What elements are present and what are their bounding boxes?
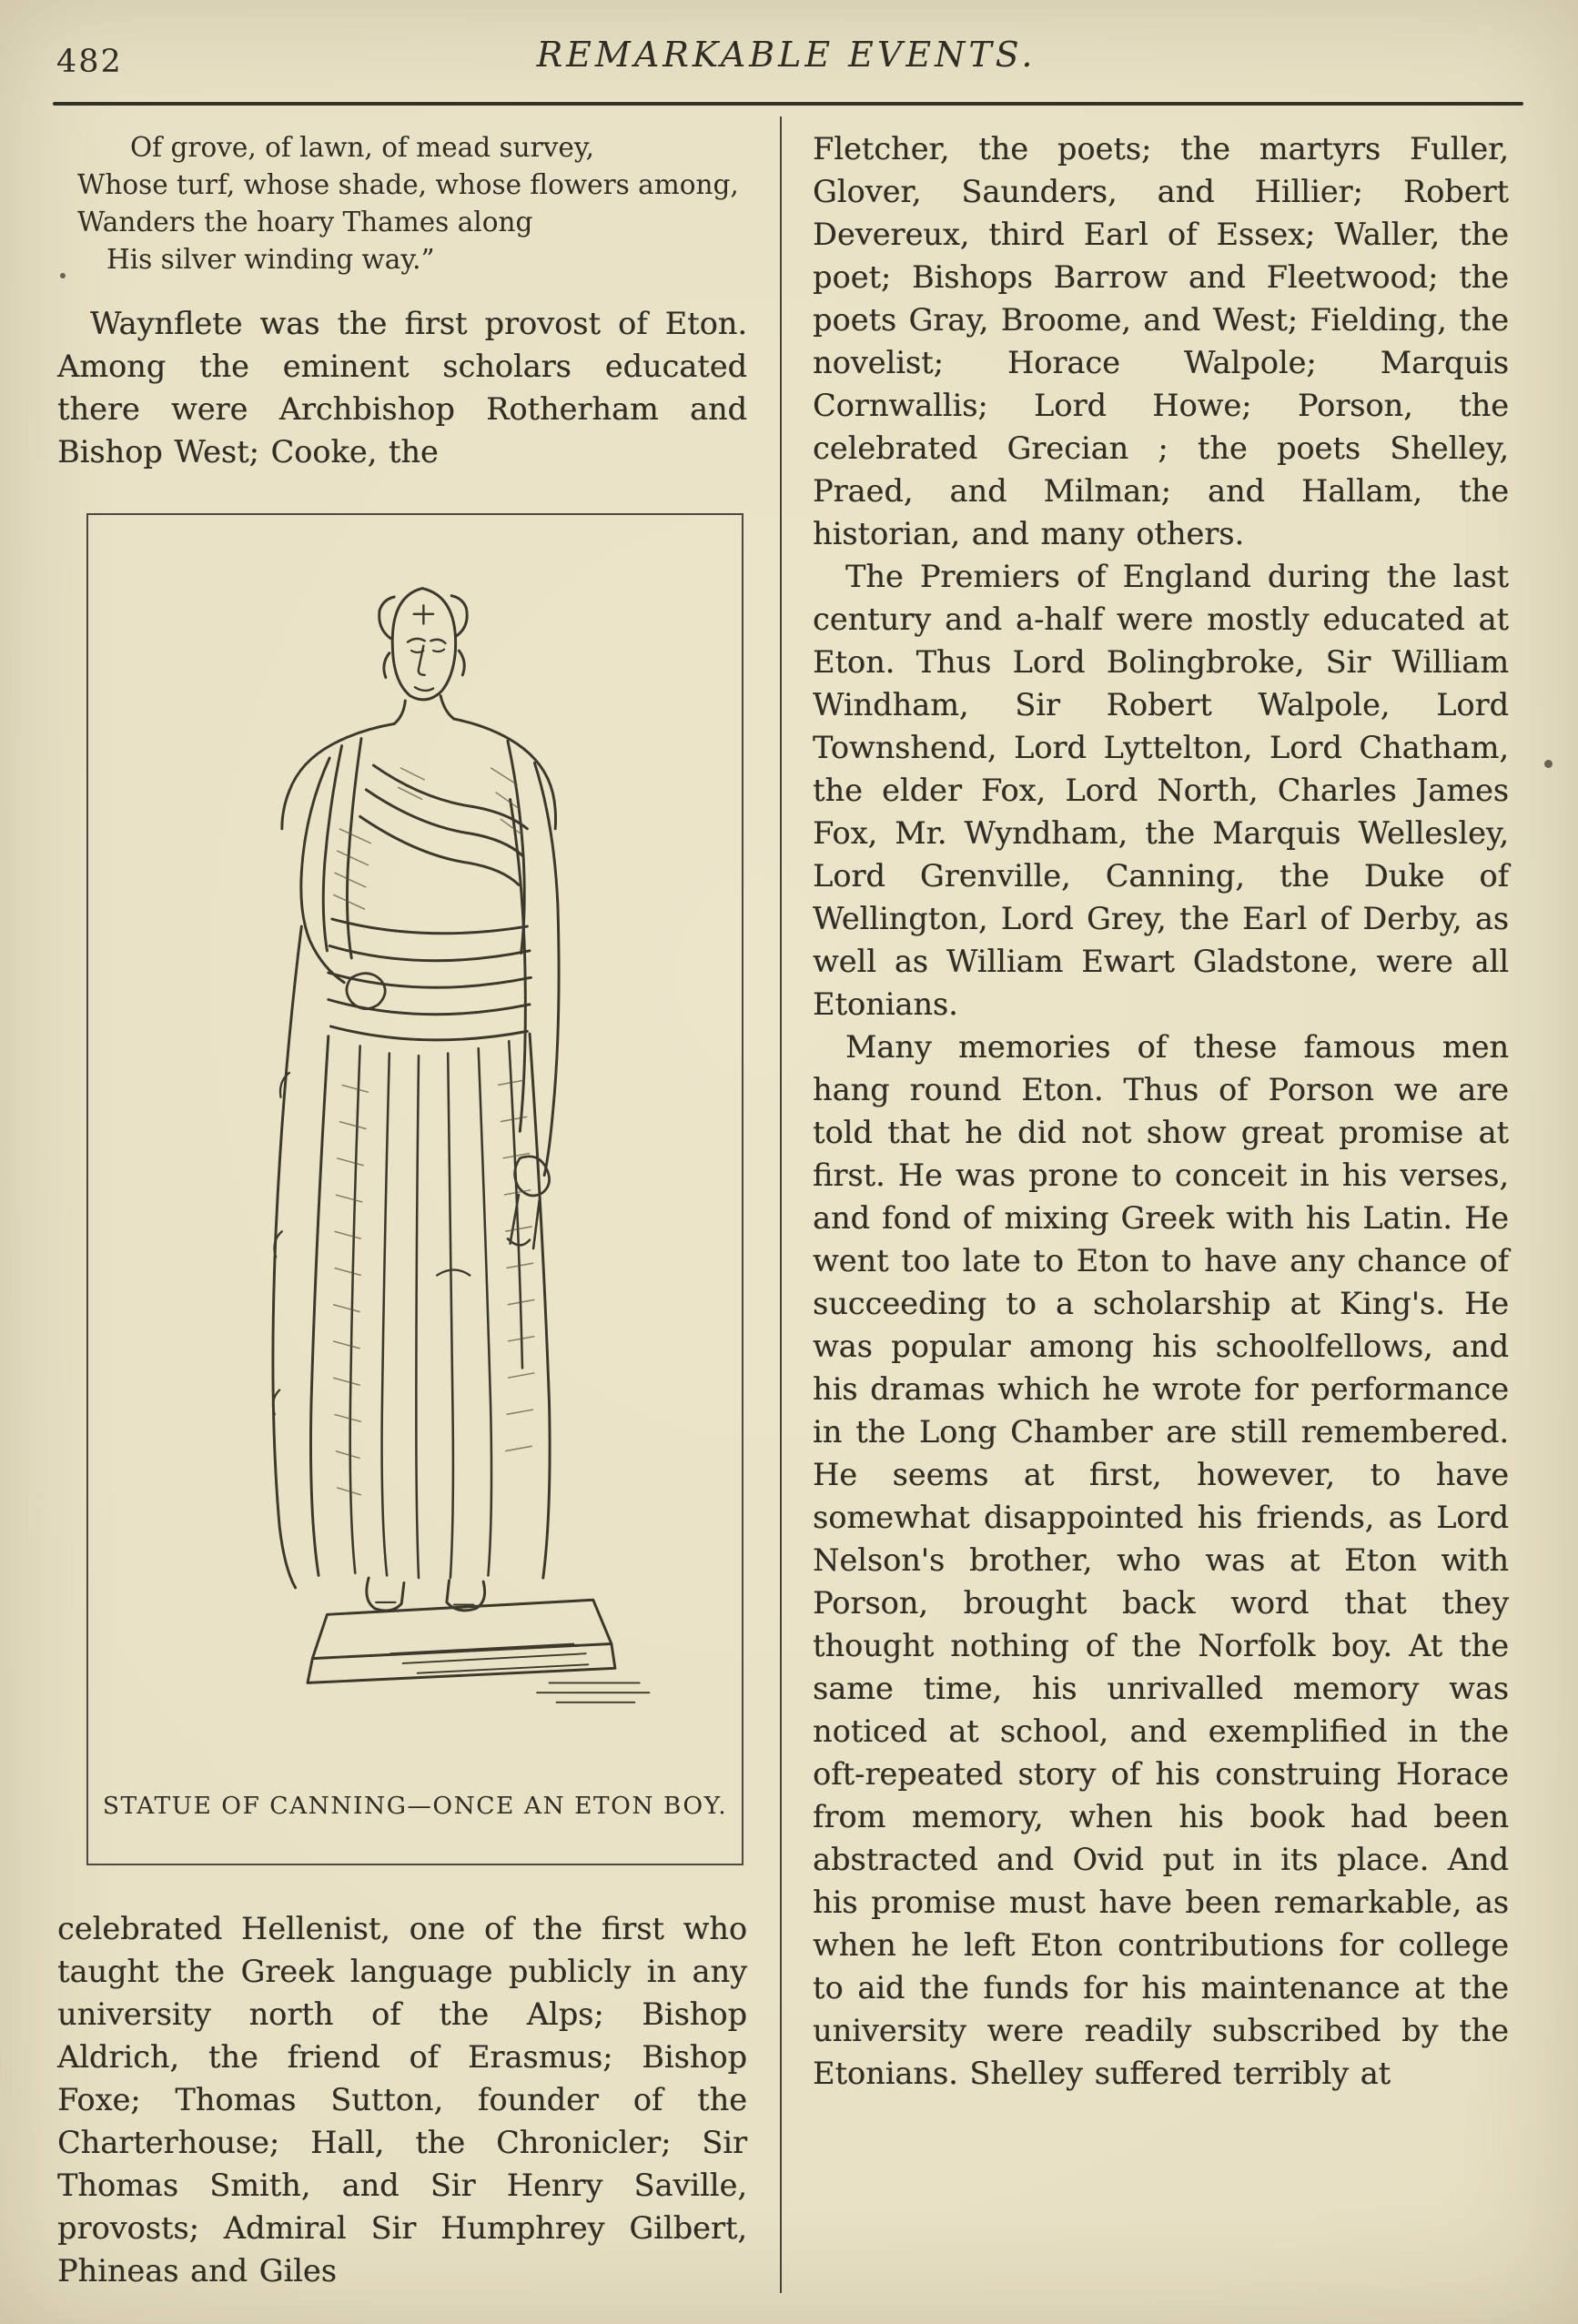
statue-of-canning-illustration [147,548,683,1720]
poem-quote [68,129,747,278]
poem-line: Wanders the hoary Thames along [77,207,533,237]
column-divider [780,116,782,2293]
left-column [57,127,747,2292]
poem-line: Whose turf, whose shade, whose flowers among, [77,169,739,200]
header-rule [53,102,1523,106]
ink-speck [60,273,66,278]
poem-line: His silver winding way.” [106,244,435,275]
running-title: REMARKABLE EVENTS. [536,35,1037,75]
paragraph-hellenist: celebrated Hellenist, one of the first who taught the Greek language publicly in any university north of the Alps; Bishop Aldrich, the friend of Erasmus; Bishop Foxe; Thomas Sutton, founder of the Charterhouse; Hall, the Chronicler; Sir Thomas Smith, and Sir Henry Saville, provosts; Admiral Sir Humphrey Gilbert, Phineas and Giles [57,1911,747,2289]
page-number: 482 [56,44,123,80]
paragraph-porson: Many memories of these famous men hang round Eton. Thus of Porson we are told that he did not show great promise at first. He was prone to conceit in his verses, and fond of mixing Greek with his Latin. He went too late to Eton to have any chance of succeeding to a scholarship at King's. He was popular among his schoolfellows, and his dramas which he wrote for performance in the Long Chamber are still remembered. He seems at first, however, to have somewhat disappointed his friends, as Lord Nelson's brother, who was at Eton with Porson, brought back word that they thought nothing of the Norfolk boy. At the same time, his unrivalled memory was noticed at school, and exemplified in the oft-repeated story of his construing Horace from memory, when his book had been abstracted and Ovid put in its place. And his promise must have been remarkable, as when he left Eton contributions for college to aid the funds for his maintenance at the university were readily subscribed by the Etonians. Shelley suffered terribly at [813,1029,1509,2091]
paragraph-premiers: The Premiers of England during the last century and a-half were mostly educated at Eton. Thus Lord Bolingbroke, Sir William Windham, Sir Robert Walpole, Lord Townshend, Lord Lyttelton, Lord Chatham, the elder Fox, Lord North, Charles James Fox, Mr. Wyndham, the Marquis Wellesley, Lord Grenville, Canning, the Duke of Wellington, Lord Grey, the Earl of Derby, as well as William Ewart Gladstone, were all Etonians. [813,559,1509,1022]
statue-figure [86,513,743,1865]
poem-line: Of grove, of lawn, of mead survey, [130,132,595,163]
figure-caption: STATUE OF CANNING—ONCE AN ETON BOY. [102,1792,728,1820]
page-header [56,33,1516,87]
paragraph-fletcher: Fletcher, the poets; the martyrs Fuller, Glover, Saunders, and Hillier; Robert Devereux, third Earl of Essex; Waller, the poet; Bishops Barrow and Fleetwood; the poets Gray, Broome, and West; Fielding, the novelist; Horace Walpole; Marquis Cornwallis; Lord Howe; Porson, the celebrated Grecian ; the poets Shelley, Praed, and Milman; and Hallam, the historian, and many others. [813,131,1509,551]
ink-speck [1544,760,1553,768]
paragraph-waynflete: Waynflete was the first provost of Eton. Among the eminent scholars educated there were Archbishop Rotherham and Bishop West; Cooke, the [57,306,747,470]
right-column [813,127,1509,2095]
